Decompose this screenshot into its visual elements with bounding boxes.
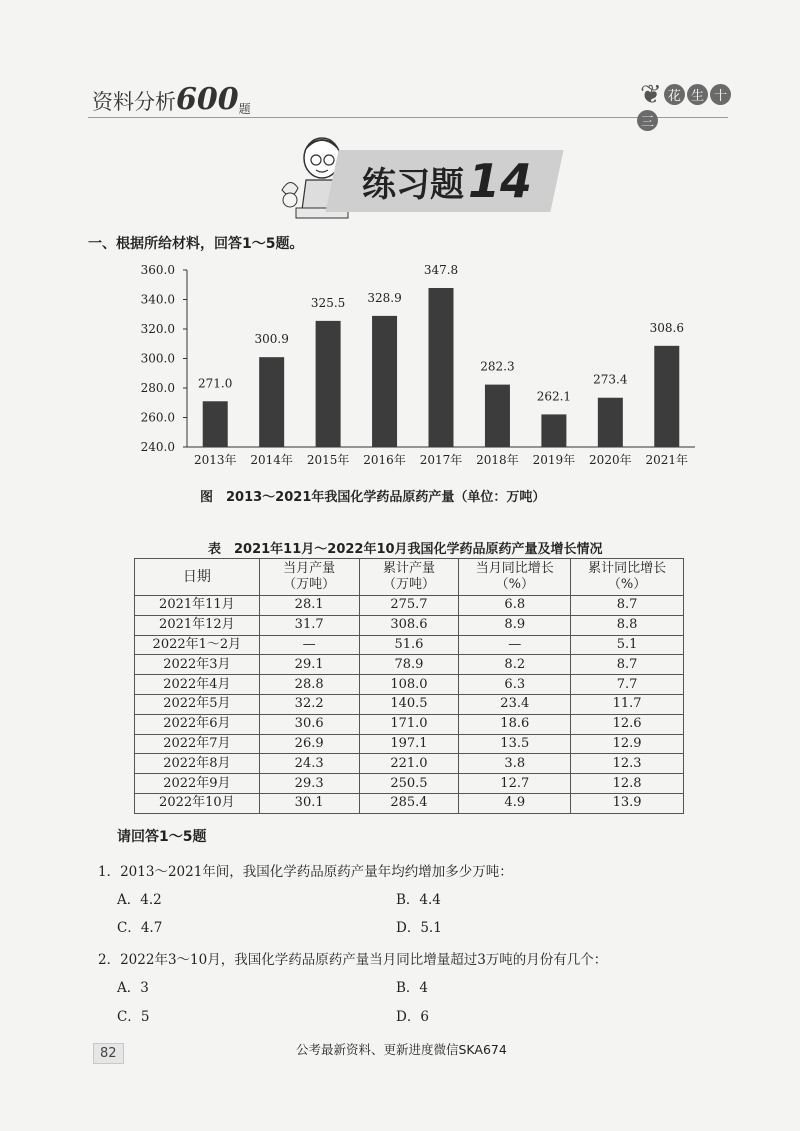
table-cell: 12.8 bbox=[571, 774, 684, 794]
table-cell: 2022年5月 bbox=[135, 694, 260, 714]
header-unit: （%） bbox=[495, 577, 534, 592]
table-cell: 12.3 bbox=[571, 754, 684, 774]
header-label: 累计同比增长 bbox=[588, 561, 667, 576]
table-cell: 6.3 bbox=[459, 675, 571, 695]
table-cell: 8.7 bbox=[571, 655, 684, 675]
brand-logo bbox=[640, 80, 732, 130]
bar-value-label: 308.6 bbox=[649, 320, 684, 335]
table-cell: 2022年7月 bbox=[135, 734, 260, 754]
table-cell: 2022年3月 bbox=[135, 655, 260, 675]
table-cell: 30.6 bbox=[259, 714, 359, 734]
question-1-text: 1．2013～2021年间，我国化学药品原药产量年均约增加多少万吨： bbox=[98, 864, 513, 880]
table-cell: 29.1 bbox=[259, 655, 359, 675]
table-cell: 2021年12月 bbox=[135, 615, 260, 635]
bar-value-label: 347.8 bbox=[423, 262, 459, 277]
table-row bbox=[135, 694, 684, 714]
bar-value-label: 325.5 bbox=[310, 295, 346, 310]
table-cell: 171.0 bbox=[359, 714, 459, 734]
x-tick-label: 2014年 bbox=[250, 453, 293, 467]
question-2-option-c[interactable]: C．5 bbox=[117, 1009, 150, 1025]
table-row bbox=[135, 675, 684, 695]
table-row bbox=[135, 714, 684, 734]
table-cell: 12.9 bbox=[571, 734, 684, 754]
footer-text: 公考最新资料、更新进度微信SKA674 bbox=[296, 1042, 507, 1057]
table-cell: 28.1 bbox=[259, 596, 359, 616]
exercise-title-label: 练习题 bbox=[362, 164, 464, 205]
y-tick-label: 360.0 bbox=[140, 263, 175, 277]
exercise-title bbox=[362, 150, 532, 212]
book-title-suffix: 题 bbox=[238, 102, 251, 116]
x-tick-label: 2021年 bbox=[645, 453, 689, 467]
header-label: 日期 bbox=[182, 569, 211, 585]
bar-value-label: 262.1 bbox=[536, 389, 572, 404]
header-label: 当月同比增长 bbox=[475, 561, 554, 576]
brand-char: 十 bbox=[710, 84, 731, 105]
table-row bbox=[135, 754, 684, 774]
table-row bbox=[135, 793, 684, 813]
header-unit: （%） bbox=[607, 577, 647, 592]
brand-char: 三 bbox=[637, 110, 658, 131]
table-cell: 32.2 bbox=[259, 694, 359, 714]
table-cell: 2022年6月 bbox=[135, 714, 260, 734]
table-cell: 6.8 bbox=[459, 596, 571, 616]
table-cell: 275.7 bbox=[359, 596, 459, 616]
table-cell: 18.6 bbox=[459, 714, 571, 734]
table-cell: 11.7 bbox=[571, 694, 684, 714]
question-1-option-a[interactable]: A．4.2 bbox=[117, 892, 162, 908]
table-cell: 2022年8月 bbox=[135, 754, 260, 774]
book-title bbox=[92, 82, 251, 117]
page-number: 82 bbox=[93, 1043, 124, 1064]
x-tick-label: 2020年 bbox=[589, 453, 632, 467]
table-cell: 2022年9月 bbox=[135, 774, 260, 794]
table-header-cell bbox=[459, 559, 571, 596]
x-tick-label: 2015年 bbox=[306, 453, 350, 467]
table-cell: 2022年10月 bbox=[135, 793, 260, 813]
y-tick-label: 260.0 bbox=[140, 410, 175, 425]
table-cell: 3.8 bbox=[459, 754, 571, 774]
bar bbox=[316, 321, 341, 447]
brand-char: 花 bbox=[664, 84, 685, 105]
table-cell: 8.9 bbox=[459, 615, 571, 635]
table-cell: 2022年1～2月 bbox=[135, 635, 260, 655]
bar bbox=[541, 414, 566, 447]
bar-value-label: 273.4 bbox=[593, 372, 628, 387]
table-row bbox=[135, 734, 684, 754]
bar-value-label: 282.3 bbox=[480, 359, 515, 374]
bar bbox=[485, 385, 510, 447]
table-header-cell bbox=[259, 559, 359, 596]
table-cell: 250.5 bbox=[359, 774, 459, 794]
table-cell: 12.7 bbox=[459, 774, 571, 794]
bar bbox=[429, 288, 454, 447]
question-2-option-d[interactable]: D．6 bbox=[396, 1009, 429, 1025]
data-table bbox=[134, 558, 684, 814]
book-title-prefix: 资料分析 bbox=[92, 90, 176, 114]
table-cell: 51.6 bbox=[359, 635, 459, 655]
table-header-cell bbox=[359, 559, 459, 596]
table-cell: — bbox=[259, 635, 359, 655]
table-row bbox=[135, 774, 684, 794]
table-cell: — bbox=[459, 635, 571, 655]
table-cell: 13.5 bbox=[459, 734, 571, 754]
table-header-cell bbox=[571, 559, 684, 596]
table-row bbox=[135, 635, 684, 655]
exercise-title-number: 14 bbox=[468, 154, 533, 208]
table-cell: 28.8 bbox=[259, 675, 359, 695]
table-cell: 108.0 bbox=[359, 675, 459, 695]
table-cell: 308.6 bbox=[359, 615, 459, 635]
y-tick-label: 300.0 bbox=[140, 351, 175, 366]
table-cell: 140.5 bbox=[359, 694, 459, 714]
bar-chart bbox=[120, 255, 700, 480]
question-1-option-b[interactable]: B．4.4 bbox=[396, 892, 441, 908]
bar-value-label: 271.0 bbox=[198, 376, 233, 391]
y-tick-label: 320.0 bbox=[140, 322, 175, 336]
bar-value-label: 328.9 bbox=[367, 290, 402, 305]
table-cell: 29.3 bbox=[259, 774, 359, 794]
reply-label: 请回答1～5题 bbox=[117, 829, 207, 845]
bar bbox=[654, 346, 679, 447]
header-rule bbox=[88, 117, 728, 118]
table-cell: 30.1 bbox=[259, 793, 359, 813]
table-cell: 2021年11月 bbox=[135, 596, 260, 616]
table-cell: 221.0 bbox=[359, 754, 459, 774]
table-cell: 8.8 bbox=[571, 615, 684, 635]
header-unit: （万吨） bbox=[283, 577, 336, 592]
table-cell: 5.1 bbox=[571, 635, 684, 655]
question-1-option-c[interactable]: C．4.7 bbox=[117, 920, 163, 936]
y-tick-label: 240.0 bbox=[140, 440, 175, 454]
chart-title: 图 2013～2021年我国化学药品原药产量（单位：万吨） bbox=[200, 490, 546, 505]
peanut-icon: ❦ bbox=[640, 80, 662, 110]
table-cell: 7.7 bbox=[571, 675, 684, 695]
brand-char: 生 bbox=[687, 84, 708, 105]
x-tick-label: 2013年 bbox=[193, 453, 237, 467]
bar bbox=[259, 357, 284, 447]
table-cell: 4.9 bbox=[459, 793, 571, 813]
x-tick-label: 2019年 bbox=[532, 453, 576, 467]
table-row bbox=[135, 596, 684, 616]
question-2-option-b[interactable]: B．4 bbox=[396, 980, 429, 996]
x-tick-label: 2016年 bbox=[363, 453, 406, 467]
header-unit: （万吨） bbox=[382, 577, 435, 592]
header-label: 累计产量 bbox=[382, 561, 435, 576]
table-cell: 13.9 bbox=[571, 793, 684, 813]
question-2-text: 2．2022年3～10月，我国化学药品原药产量当月同比增量超过3万吨的月份有几个： bbox=[98, 952, 608, 968]
table-cell: 8.2 bbox=[459, 655, 571, 675]
table-cell: 12.6 bbox=[571, 714, 684, 734]
table-cell: 31.7 bbox=[259, 615, 359, 635]
table-cell: 8.7 bbox=[571, 596, 684, 616]
table-cell: 197.1 bbox=[359, 734, 459, 754]
question-2-option-a[interactable]: A．3 bbox=[117, 980, 149, 996]
bar-value-label: 300.9 bbox=[254, 332, 289, 347]
table-title: 表 2021年11月～2022年10月我国化学药品原药产量及增长情况 bbox=[208, 542, 603, 557]
y-tick-label: 340.0 bbox=[140, 292, 175, 307]
table-row bbox=[135, 615, 684, 635]
book-title-number: 600 bbox=[176, 82, 239, 117]
table-cell: 24.3 bbox=[259, 754, 359, 774]
y-tick-label: 280.0 bbox=[140, 381, 175, 395]
bar bbox=[372, 316, 397, 447]
header-label: 当月产量 bbox=[283, 561, 336, 576]
table-cell: 2022年4月 bbox=[135, 675, 260, 695]
question-1-option-d[interactable]: D．5.1 bbox=[396, 920, 442, 936]
table-cell: 26.9 bbox=[259, 734, 359, 754]
table-cell: 285.4 bbox=[359, 793, 459, 813]
x-tick-label: 2017年 bbox=[419, 453, 463, 467]
bar bbox=[598, 398, 623, 447]
table-header-cell bbox=[135, 559, 260, 596]
bar bbox=[203, 401, 228, 447]
x-tick-label: 2018年 bbox=[476, 453, 519, 467]
table-row bbox=[135, 655, 684, 675]
table-cell: 78.9 bbox=[359, 655, 459, 675]
table-cell: 23.4 bbox=[459, 694, 571, 714]
question-intro: 一、根据所给材料，回答1～5题。 bbox=[88, 236, 304, 252]
table-header-row bbox=[135, 559, 684, 596]
